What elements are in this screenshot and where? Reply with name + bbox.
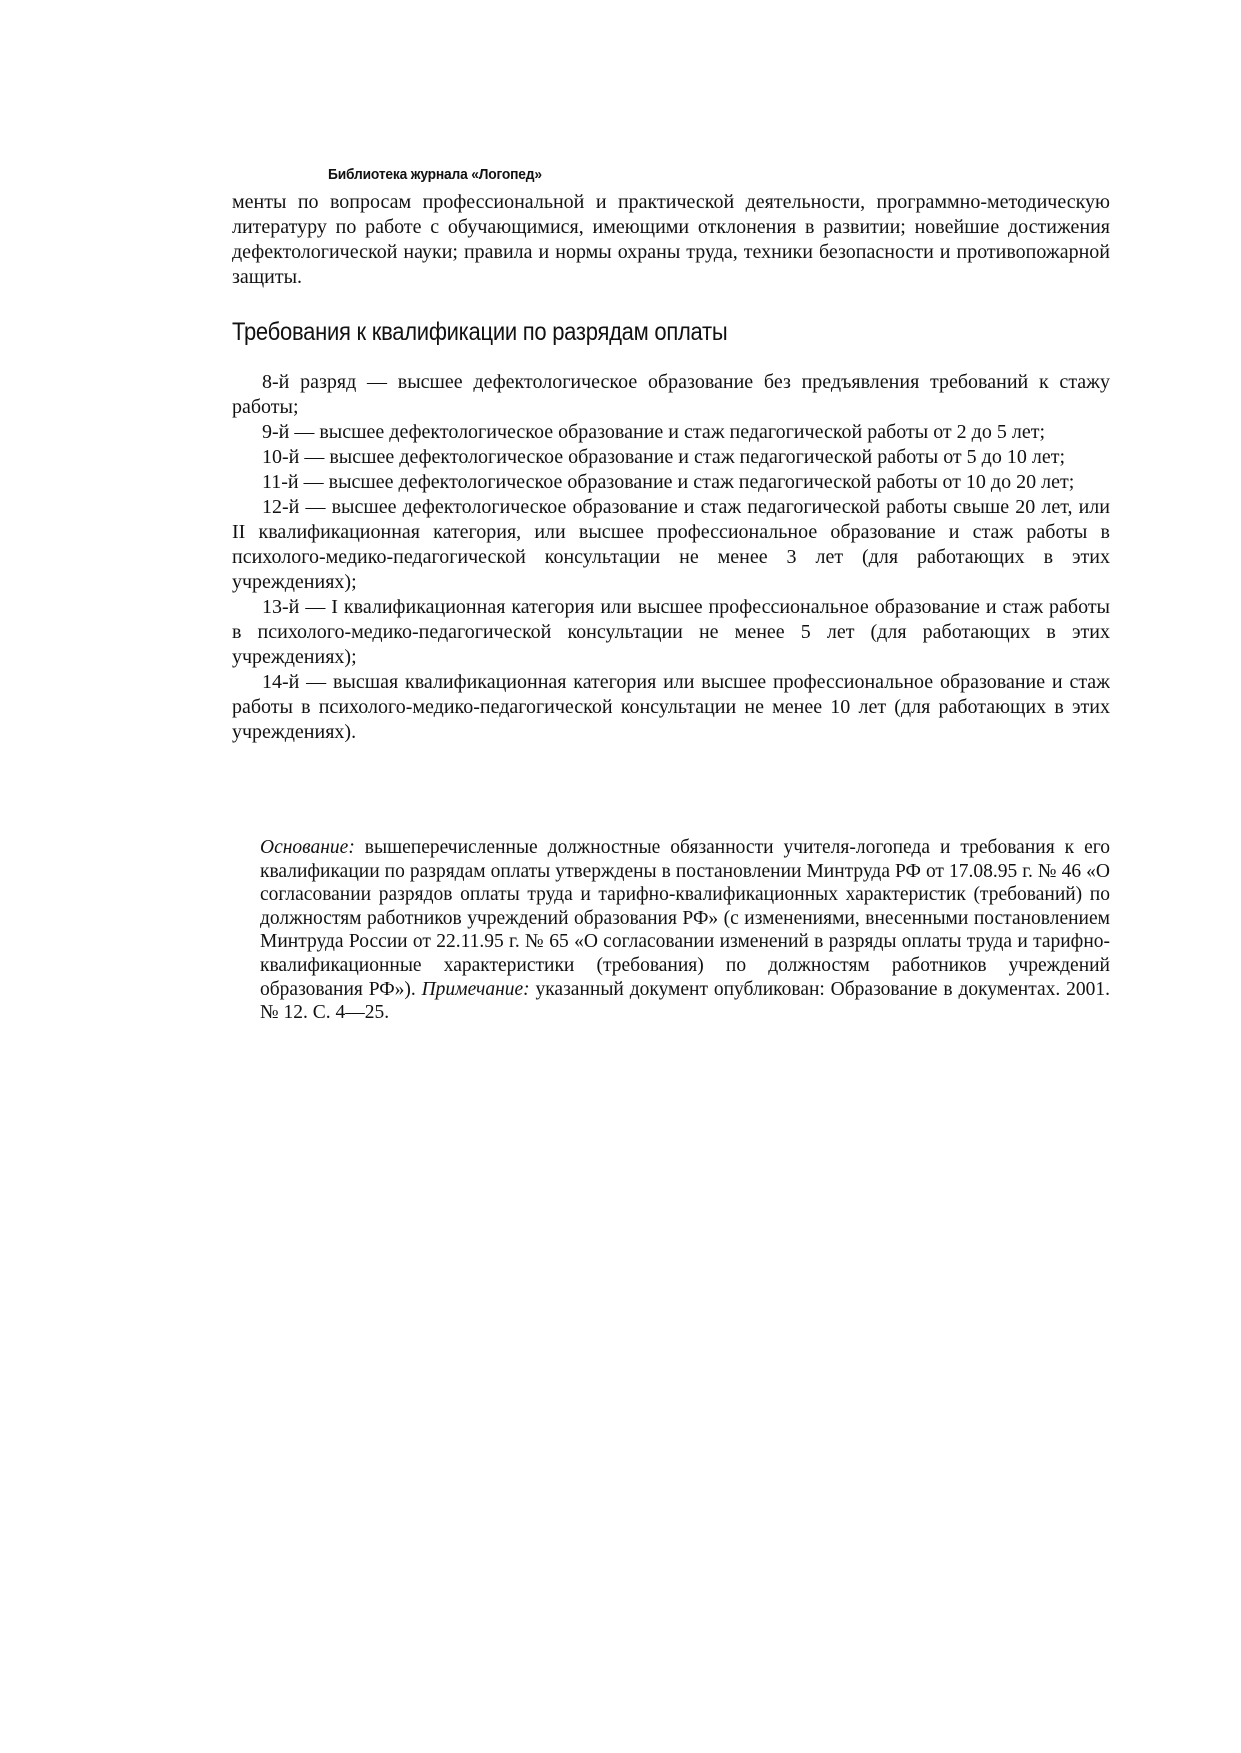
running-header: Библиотека журнала «Логопед» (328, 166, 542, 183)
grade-item-13: 13-й — I квалификационная категория или высшее профессиональное образование и стаж работы в психолого-медико-педагогической консультации не менее 5 лет (для работающих в этих учреждениях); (232, 596, 1110, 668)
grade-item-10: 10-й — высшее дефектологическое образование и стаж педагогической работы от 5 до 10 лет; (262, 446, 1065, 468)
grade-item-11: 11-й — высшее дефектологическое образование и стаж педагогической работы от 10 до 20 лет; (262, 471, 1075, 493)
intro-paragraph: менты по вопросам профессиональной и практической деятельности, программно-методическую литературу по работе с обучающимися, имеющими отклонения в развитии; новейшие достижения дефектологической науки; правила и нормы охраны труда, техники безопасности и противопожарной защиты. (232, 191, 1110, 288)
remark-text: указанный документ опубликован: Образование в документах. 2001. № 12. С. 4—25. (260, 978, 1110, 1024)
basis-label: Основание: (260, 837, 355, 858)
section-title: Требования к квалификации по разрядам оплаты (232, 318, 728, 346)
grade-item-14: 14-й — высшая квалификационная категория или высшее профессиональное образование и стаж работы в психолого-медико-педагогической консультации не менее 10 лет (для работающих в этих учреждениях). (232, 671, 1110, 743)
remark-label: Примечание: (421, 978, 530, 1000)
grade-item-12: 12-й — высшее дефектологическое образование и стаж педагогической работы свыше 20 лет, или II квалификационная категория, или высшее профессиональное образование и стаж работы в психолого-медико-педагогической консультации не менее 3 лет (для работающих в этих учреждениях); (232, 496, 1110, 593)
basis-text: вышеперечисленные должностные обязанности учителя-логопеда и требования к его квалификации по разрядам оплаты утверждены в постановлении Минтруда РФ от 17.08.95 г. № 46 «О согласовании разрядов оплаты труда и тарифно-квалификационных характеристик (требований) по должностям работников учреждений образования РФ» (с изменениями, внесенными постановлением Минтруда России от 22.11.95 г. № 65 «О согласовании изменений в разряды оплаты труда и тарифно-квалификационные характеристики (требования) по должностям работников учреждений образования РФ»). (260, 837, 1110, 1000)
basis-note (260, 836, 1110, 1025)
grade-item-9: 9-й — высшее дефектологическое образование и стаж педагогической работы от 2 до 5 лет; (262, 421, 1045, 443)
grade-item-8: 8-й разряд — высшее дефектологическое образование без предъявления требований к стажу работы; (232, 371, 1110, 418)
grades-list (232, 370, 1110, 745)
